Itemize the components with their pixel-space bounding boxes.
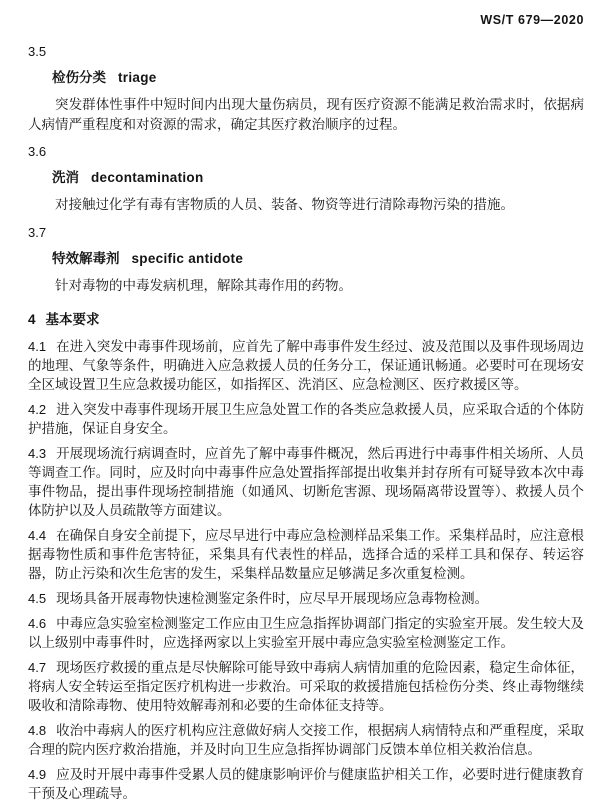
term-number: 3.6 [28, 144, 47, 159]
section-basic-requirements [28, 311, 584, 802]
term-zh: 洗消 [52, 170, 79, 185]
clause-number: 4.6 [28, 616, 47, 631]
term-entry-3-5 [28, 43, 584, 134]
term-definition: 针对毒物的中毒发病机理，解除其毒作用的药物。 [55, 277, 352, 293]
standard-number: WS/T 679—2020 [480, 13, 584, 27]
clause-text: 进入突发中毒事件现场开展卫生应急处置工作的各类应急救援人员，应采取合适的个体防护措施，保证自身安全。 [28, 402, 584, 436]
clause-number: 4.9 [28, 767, 47, 782]
term-number: 3.5 [28, 44, 47, 59]
clause-number: 4.5 [28, 591, 47, 606]
clause-text: 开展现场流行病调查时，应首先了解中毒事件概况，然后再进行中毒事件相关场所、人员等调查工作。同时，应及时向中毒事件应急处置指挥部提出收集并封存所有可疑导致本次中毒事件物品，提出事件现场控制措施（如通风、切断危害源、现场隔离带设置等）、救援人员个体防护以及人员疏散等方面建议。 [28, 446, 584, 518]
clause-4-4 [28, 526, 584, 583]
clause-number: 4.8 [28, 723, 47, 738]
section-heading [28, 311, 584, 328]
term-en: decontamination [91, 170, 204, 185]
term-heading [52, 250, 584, 267]
term-zh: 检伤分类 [52, 70, 106, 85]
page-header [28, 13, 584, 27]
term-definition: 突发群体性事件中短时间内出现大量伤病员，现有医疗资源不能满足救治需求时，依据病人病情严重程度和对资源的需求，确定其医疗救治顺序的过程。 [28, 97, 584, 132]
clause-4-5 [28, 589, 584, 608]
clause-4-1 [28, 337, 584, 394]
term-entry-3-7 [28, 224, 584, 296]
term-number: 3.7 [28, 224, 47, 240]
clause-4-7 [28, 658, 584, 715]
term-heading [52, 169, 584, 186]
term-heading [52, 69, 584, 86]
clause-text: 在进入突发中毒事件现场前，应首先了解中毒事件发生经过、波及范围以及事件现场周边的地理、气象等条件，明确进入应急救援人员的任务分工，保证通讯畅通。必要时可在现场安全区域设置卫生应急救援功能区，如指挥区、洗消区、应急检测区、医疗救援区等。 [28, 339, 584, 392]
clause-number: 4.4 [28, 528, 47, 543]
clause-text: 现场医疗救援的重点是尽快解除可能导致中毒病人病情加重的危险因素，稳定生命体征，将病人安全转运至指定医疗机构进一步救治。可采取的救援措施包括检伤分类、终止毒物继续吸收和清除毒物、使用特效解毒剂和必要的生命体征支持等。 [28, 660, 584, 713]
term-zh: 特效解毒剂 [52, 250, 120, 266]
clause-4-8 [28, 721, 584, 759]
term-en: specific antidote [131, 250, 244, 266]
clause-4-6 [28, 614, 584, 652]
clause-number: 4.7 [28, 660, 47, 675]
clause-number: 4.1 [28, 339, 47, 354]
clause-text: 收治中毒病人的医疗机构应注意做好病人交接工作，根据病人病情特点和严重程度，采取合理的院内医疗救治措施，并及时向卫生应急指挥协调部门反馈本单位相关救治信息。 [28, 723, 584, 757]
section-title: 基本要求 [45, 312, 100, 327]
clause-4-3 [28, 444, 584, 520]
clause-text: 在确保自身安全前提下，应尽早进行中毒应急检测样品采集工作。采集样品时，应注意根据毒物性质和事件危害特征，采集具有代表性的样品，选择合适的采样工具和保存、转运容器，防止污染和次生危害的发生，采集样品数量应足够满足多次重复检测。 [28, 528, 584, 581]
clause-number: 4.2 [28, 402, 47, 417]
clause-text: 现场具备开展毒物快速检测鉴定条件时，应尽早开展现场应急毒物检测。 [56, 591, 489, 606]
clause-number: 4.3 [28, 446, 47, 461]
term-definition: 对接触过化学有毒有害物质的人员、装备、物资等进行清除毒物污染的措施。 [55, 197, 514, 212]
section-number: 4 [28, 312, 36, 327]
clause-text: 应及时开展中毒事件受累人员的健康影响评价与健康监护相关工作，必要时进行健康教育干预及心理疏导。 [28, 767, 584, 801]
clause-text: 中毒应急实验室检测鉴定工作应由卫生应急指挥协调部门指定的实验室开展。发生较大及以上级别中毒事件时，应选择两家以上实验室开展中毒应急实验室检测鉴定工作。 [28, 616, 584, 650]
clause-4-9 [28, 765, 584, 802]
term-en: triage [118, 70, 157, 85]
term-entry-3-6 [28, 143, 584, 215]
clause-4-2 [28, 400, 584, 438]
